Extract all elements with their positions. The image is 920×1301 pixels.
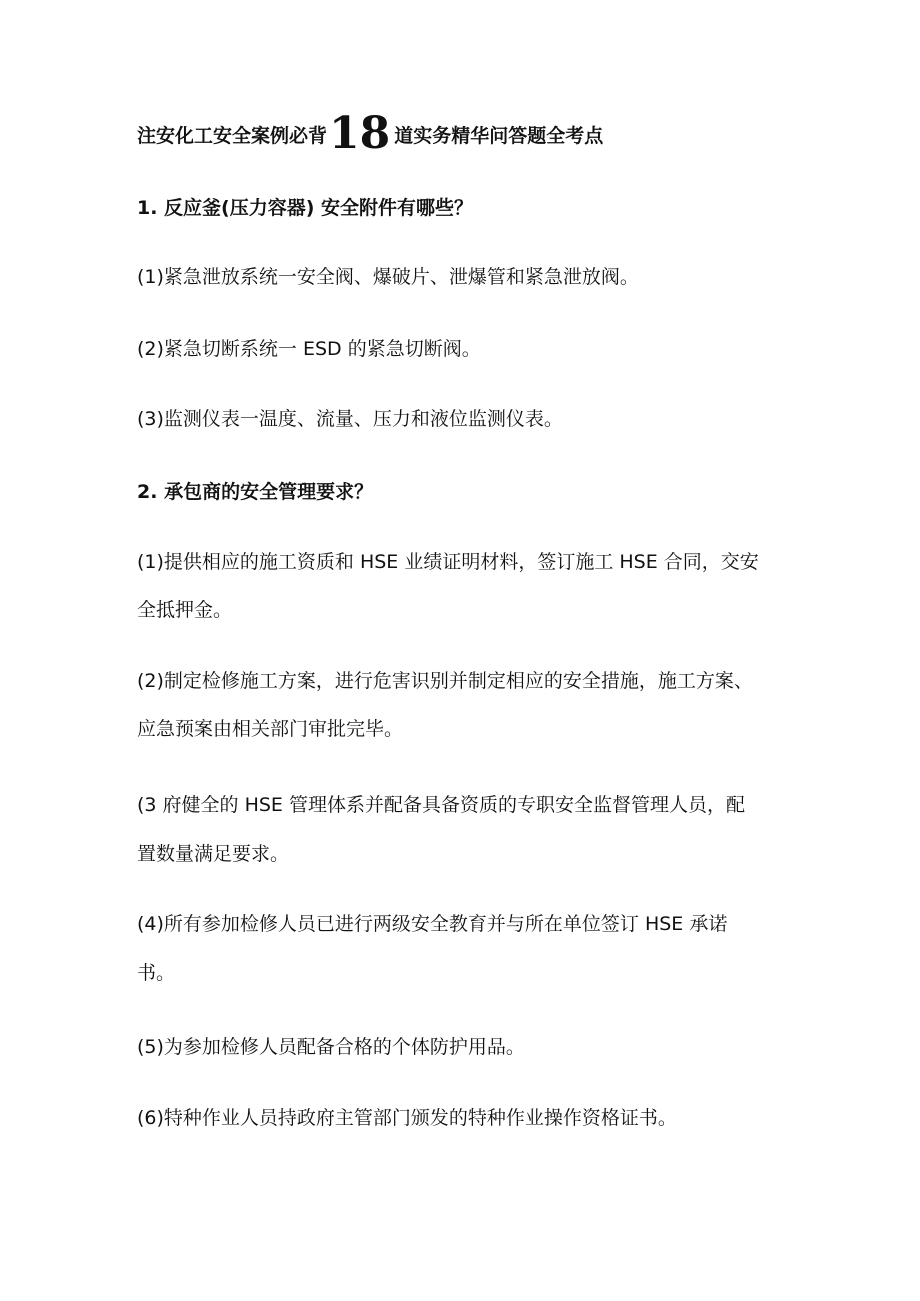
title-before: 注安化工安全案例必背 bbox=[137, 125, 328, 147]
question-2-line-2: 全抵押金。 bbox=[137, 599, 233, 621]
question-2-line-1: (1)提供相应的施工资质和 HSE 业绩证明材料，签订施工 HSE 合同，交安 bbox=[137, 551, 759, 573]
document-title bbox=[137, 108, 603, 162]
question-2-line-4: 应急预案由相关部门审批完毕。 bbox=[137, 718, 404, 740]
question-2-line-8: 书。 bbox=[137, 962, 176, 984]
question-2-line-5: (3 府健全的 HSE 管理体系并配备具备资质的专职安全监督管理人员，配 bbox=[137, 794, 745, 816]
question-2-heading bbox=[137, 480, 373, 504]
question-2-line-3: (2)制定检修施工方案，进行危害识别并制定相应的安全措施，施工方案、 bbox=[137, 670, 753, 692]
title-number: 18 bbox=[329, 108, 391, 159]
question-1-heading: 1. 反应釜(压力容器) 安全附件有哪些？ bbox=[137, 197, 474, 219]
question-2-text: . 承包商的安全管理要求？ bbox=[150, 481, 374, 503]
question-1-item-3: (3)监测仪表一温度、流量、压力和液位监测仪表。 bbox=[137, 408, 563, 430]
title-after: 道实务精华问答题全考点 bbox=[394, 125, 604, 147]
question-2-line-6: 置数量满足要求。 bbox=[137, 843, 290, 865]
question-1-item-2: (2)紧急切断系统一 ESD 的紧急切断阀。 bbox=[137, 338, 481, 360]
question-2-line-10: (6)特种作业人员持政府主管部门颁发的特种作业操作资格证书。 bbox=[137, 1107, 677, 1129]
question-2-line-7: (4)所有参加检修人员已进行两级安全教育并与所在单位签订 HSE 承诺 bbox=[137, 913, 728, 935]
question-2-number: 2 bbox=[137, 481, 151, 503]
question-1-item-1: (1)紧急泄放系统一安全阀、爆破片、泄爆管和紧急泄放阀。 bbox=[137, 266, 639, 288]
question-2-line-9: (5)为参加检修人员配备合格的个体防护用品。 bbox=[137, 1036, 525, 1058]
